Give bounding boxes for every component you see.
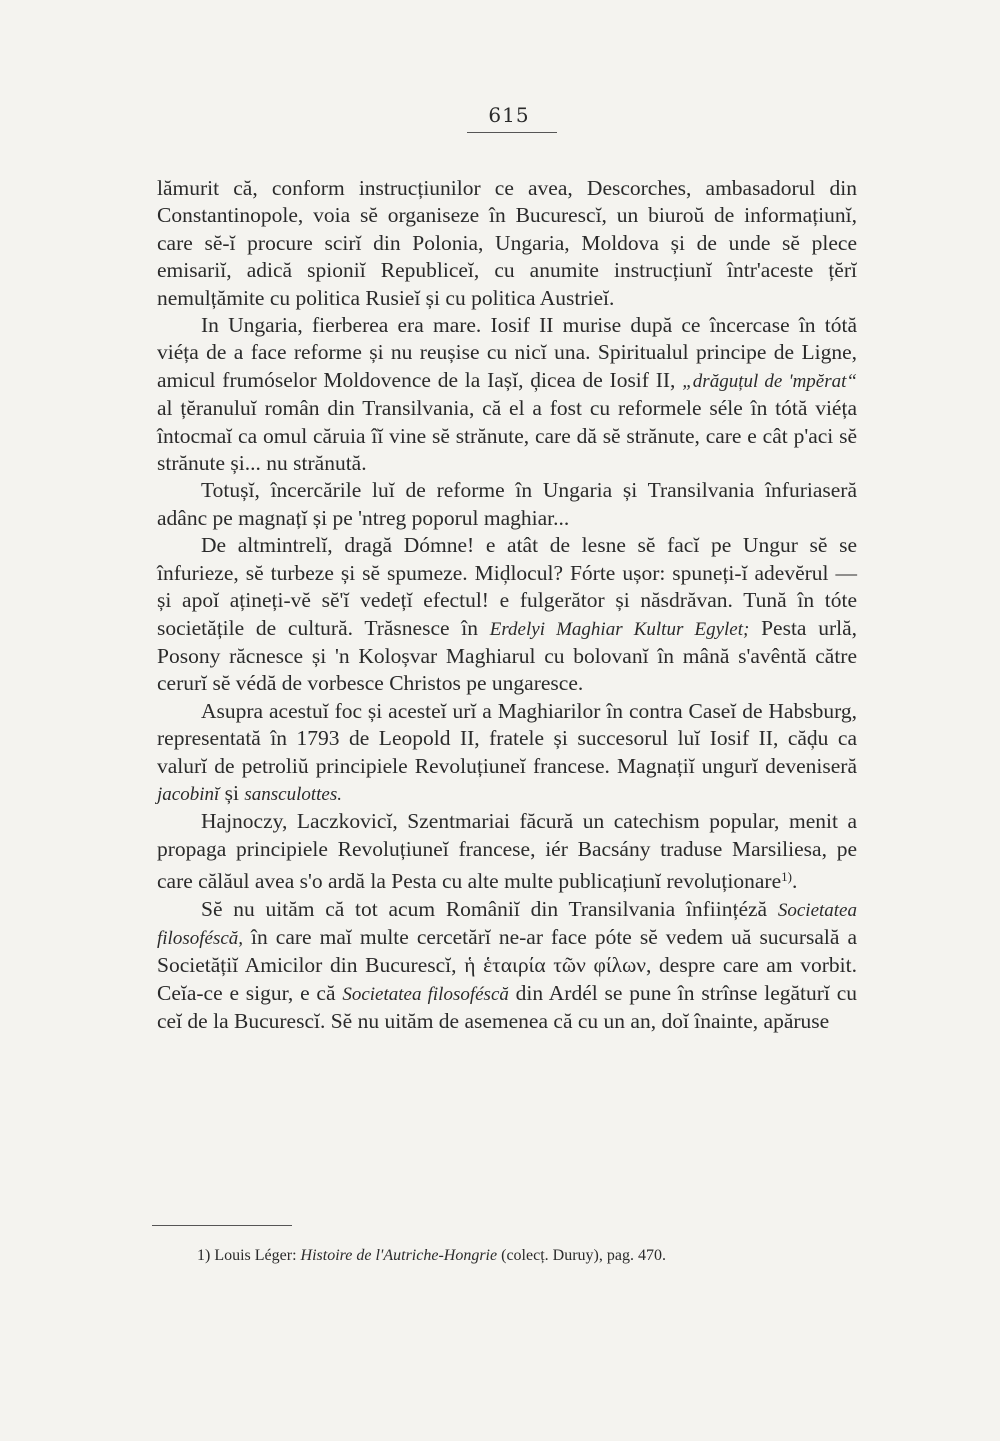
footnote-rest: (colecț. Duruy), pag. 470. bbox=[501, 1247, 666, 1264]
text-segment: De altmintrelĭ, dragă Dómne! e atât de lesne sĕ facĭ pe Ungur sĕ se înfurieze, sĕ turbeze și sĕ spumeze. Miḑlocul? Fórte ușor: spuneți-ĭ adevĕrul — și apoĭ ațineți-vĕ sĕ'ĭ vedețĭ efectul! e fulgerător și năsdrăvan. Tună în tóte societățile de cultură. Trăsnesce în bbox=[157, 533, 857, 640]
paragraph bbox=[157, 175, 857, 312]
italic-text: „drăguțul de 'mpĕrat“ bbox=[682, 370, 857, 392]
footnote bbox=[197, 1245, 817, 1267]
footnote-marker: 1) bbox=[197, 1247, 211, 1264]
footnote-title: Histoire de l'Autriche-Hongrie bbox=[300, 1247, 498, 1264]
text-segment: Asupra acestuĭ foc și acesteĭ urĭ a Maghiarilor în contra Caseĭ de Habsburg, representată în 1793 de Leopold II, fratele și succesorul luĭ Iosif II, căḑu ca valurĭ de petroliŭ principiele Revoluțiuneĭ francese. Magnațiĭ ungurĭ deveniseră bbox=[157, 698, 857, 778]
text-segment: din Ardél se pune în strînse legăturĭ cu ceĭ de la Bucurescĭ. Sĕ nu uităm de asemenea că cu un an, doĭ înainte, apăruse bbox=[157, 980, 857, 1034]
text-segment: Totușĭ, încercările luĭ de reforme în Ungaria și Transilvania înfuriaseră adânc pe magnațĭ și pe 'ntreg poporul maghiar... bbox=[157, 478, 857, 530]
paragraph bbox=[157, 532, 857, 697]
italic-text: sansculottes. bbox=[244, 783, 343, 805]
text-segment: . bbox=[791, 869, 798, 894]
footnote-reference: 1) bbox=[781, 869, 792, 885]
page-number: 615 bbox=[488, 103, 530, 127]
text-segment: Pesta urlă, Posony răcnesce și 'n Koloșvar Maghiarul cu bolovanĭ în mână s'avêntă către cerurĭ sĕ védă de vorbesce Christos pe ungaresce. bbox=[157, 615, 857, 696]
text-segment: In Ungaria, fierberea era mare. Iosif II murise după ce încercase în tótă viéța de a face reforme și nu reușise cu nicĭ una. Spiritualul principe de Ligne, amicul frumóselor Moldovence de la Iașĭ, ḑicea de Iosif II, bbox=[157, 313, 857, 392]
italic-text: Societatea filosoféscă, bbox=[157, 899, 857, 949]
text-segment: lămurit că, conform instrucțiunilor ce avea, Descorches, ambasadorul din Constantinopole, voia sĕ organiseze în Bucurescĭ, un biuroŭ de informațiunĭ, care sĕ-ĭ procure scirĭ din Polonia, Ungaria, Moldova și de unde sĕ plece emisariĭ, adică spioniĭ Republiceĭ, cu anumite instrucțiunĭ într'aceste țĕrĭ nemulțămite cu politica Rusieĭ și cu politica Austrieĭ. bbox=[157, 176, 857, 310]
text-segment: Sĕ nu uităm că tot acum Româniĭ din Transilvania înființéză bbox=[201, 896, 778, 921]
italic-text: Erdelyi Maghiar Kultur Egylet; bbox=[489, 618, 750, 640]
paragraph bbox=[157, 312, 857, 477]
text-segment: al țĕranuluĭ român din Transilvania, că el a fost cu reformele séle în tótă viéța întocmaĭ ca omul căruia îĭ vine sĕ strănute, care dă sĕ strănute, care e cât p'aci sĕ strănute și... nu strănută. bbox=[157, 396, 857, 476]
text-segment: Hajnoczy, Laczkovicĭ, Szentmariai făcură un catechism popular, menit a propaga principiele Revoluțiuneĭ francese, iér Bacsány traduse Marsiliesa, pe care călăul avea s'o ardă la Pesta cu alte multe publicațiunĭ revoluționare bbox=[157, 809, 857, 894]
italic-text: Societatea filosoféscă bbox=[342, 983, 509, 1005]
footnote-author: Louis Léger: bbox=[214, 1247, 297, 1264]
paragraph bbox=[157, 698, 857, 809]
footnote-rule bbox=[152, 1225, 292, 1226]
text-segment: și bbox=[219, 780, 245, 805]
page-number-rule bbox=[467, 132, 557, 133]
paragraph bbox=[157, 808, 857, 895]
paragraph bbox=[157, 477, 857, 532]
italic-text: jacobinĭ bbox=[157, 783, 220, 805]
body-text bbox=[157, 175, 857, 1036]
paragraph bbox=[157, 896, 857, 1036]
text-segment: în care maĭ multe cercetărĭ ne-ar face póte sĕ vedem uă sucursală a Societățiĭ Amicilor din Bucurescĭ, ἡ ἑταιρία τῶν φίλων, despre care am vorbit. Ceĭa-ce e sigur, e că bbox=[157, 924, 857, 1005]
